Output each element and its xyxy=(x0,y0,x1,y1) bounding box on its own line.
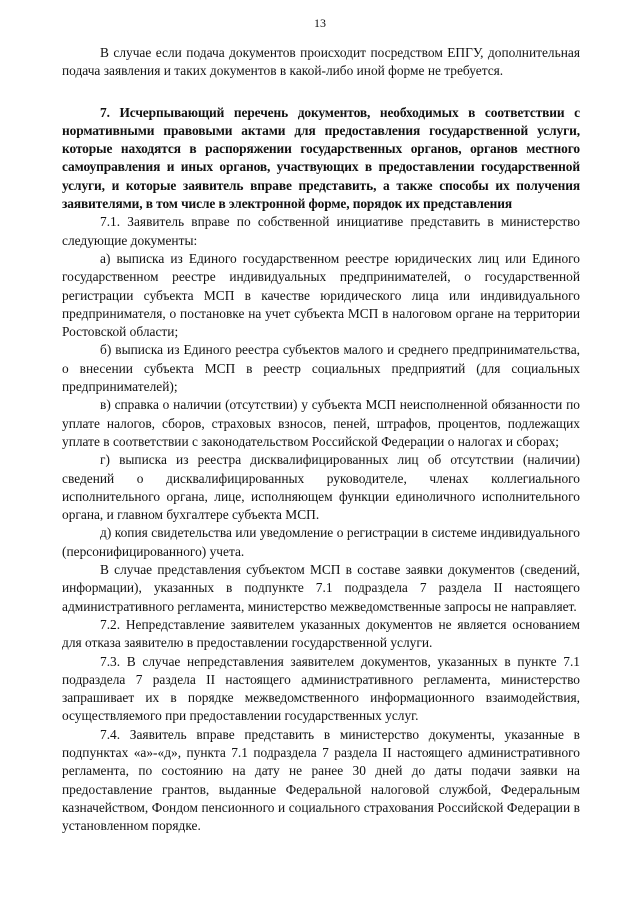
page-number: 13 xyxy=(314,16,326,30)
paragraph-7-4: 7.4. Заявитель вправе представить в министерство документы, указанные в подпунктах «а»-«д», пункта 7.1 подраздела 7 раздела II настоящего административного регламента, по состоянию на дату не ранее 30 дней до даты подачи заявки на предоставление грантов, выданные Федеральной налоговой службой, Федеральным казначейством, Фондом пенсионного и социального страхования Российской Федерации в установленном порядке. xyxy=(62,726,580,834)
document-body xyxy=(62,44,580,835)
list-item-v: в) справка о наличии (отсутствии) у субъекта МСП неисполненной обязанности по уплате налогов, сборов, страховых взносов, пеней, штрафов, процентов, подлежащих уплате в соответствии с законодательством Российской Федерации о налогах и сборах; xyxy=(62,397,580,449)
section-heading-7: 7. Исчерпывающий перечень документов, необходимых в соответствии с нормативными правовыми актами для предоставления государственной услуги, которые находятся в распоряжении государственных органов, органов местного самоуправления и иных органов, участвующих в предоставлении государственной услуги, и которые заявитель вправе представить, а также способы их получения заявителями, в том числе в электронной форме, порядок их представления xyxy=(62,104,580,212)
list-item-d: д) копия свидетельства или уведомление о регистрации в системе индивидуального (персонифицированного) учета. xyxy=(62,525,580,559)
paragraph-epgu: В случае если подача документов происходит посредством ЕПГУ, дополнительная подача заявления и таких документов в какой-либо иной форме не требуется. xyxy=(62,45,580,79)
paragraph-7-2: 7.2. Непредставление заявителем указанных документов не является основанием для отказа заявителю в предоставлении государственной услуги. xyxy=(62,616,580,651)
paragraph-7-3: 7.3. В случае непредставления заявителем документов, указанных в пункте 7.1 подраздела 7 раздела II настоящего административного регламента, министерство запрашивает их в порядке межведомственного информационного взаимодействия, осуществляемого при предоставлении государственных услуг. xyxy=(62,653,580,724)
list-item-a: а) выписка из Единого государственном реестре юридических лиц или Единого государственном реестре индивидуальных предпринимателей, о государственной регистрации субъекта МСП в качестве юридического лица или индивидуального предпринимателя, о постановке на учет субъекта МСП в налоговом органе на территории Ростовской области; xyxy=(62,250,580,340)
list-item-g: г) выписка из реестра дисквалифицированных лиц об отсутствии (наличии) сведений о дисквалифицированных руководителе, членах коллегиального исполнительного органа, лице, исполняющем функции единоличного исполнительного органа, и главном бухгалтере субъекта МСП. xyxy=(62,452,580,523)
list-item-b: б) выписка из Единого реестра субъектов малого и среднего предпринимательства, о внесении субъекта МСП в реестр социальных предприятий (для социальных предпринимателей); xyxy=(62,342,580,395)
paragraph-7-1: 7.1. Заявитель вправе по собственной инициативе представить в министерство следующие документы: xyxy=(62,214,580,248)
paragraph-msp-submission: В случае представления субъектом МСП в составе заявки документов (сведений, информации), указанных в подпункте 7.1 подраздела 7 раздела II настоящего административного регламента, министерство межведомственные запросы не направляет. xyxy=(62,562,580,614)
